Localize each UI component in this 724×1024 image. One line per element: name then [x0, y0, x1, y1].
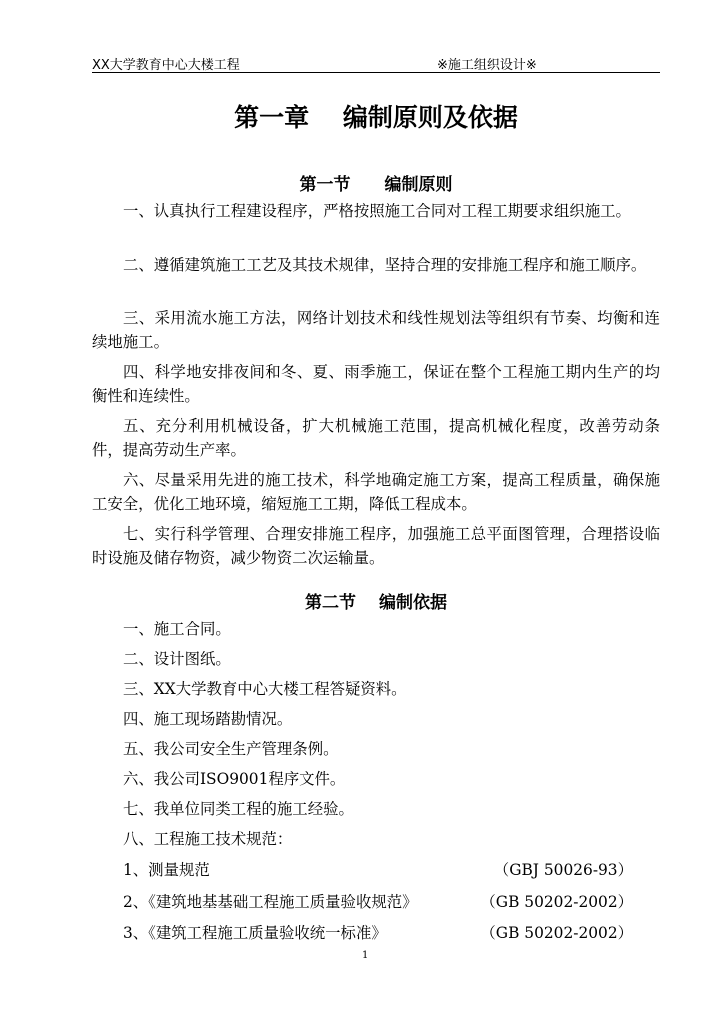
principle-paragraph: 五、充分利用机械设备，扩大机械施工范围，提高机械化程度，改善劳动条件，提高劳动生产率。: [92, 417, 660, 459]
section-title-principles: 第一节 编制原则: [299, 175, 453, 195]
principle-paragraph: 四、科学地安排夜间和冬、夏、雨季施工，保证在整个工程施工期内生产的均衡性和连续性。: [92, 363, 660, 405]
standard-code: （GB 50202-2002）: [480, 893, 633, 911]
header-project-name: XX大学教育中心大楼工程: [92, 58, 240, 73]
chapter-title: 第一章 编制原则及依据: [234, 103, 518, 132]
page-header: [92, 54, 660, 73]
basis-list-item: 二、设计图纸。: [123, 650, 231, 668]
basis-list-item: 四、施工现场踏勘情况。: [123, 710, 293, 728]
standard-row: [123, 890, 633, 914]
standard-row: [123, 921, 633, 945]
principle-paragraph: 一、认真执行工程建设程序，严格按照施工合同对工程工期要求组织施工。: [123, 202, 631, 220]
principle-paragraph: 七、实行科学管理、合理安排施工程序，加强施工总平面图管理，合理搭设临时设施及储存物资，减少物资二次运输量。: [92, 525, 660, 567]
principle-paragraph: 六、尽量采用先进的施工技术，科学地确定施工方案，提高工程质量，确保施工安全，优化工地环境，缩短施工工期，降低工程成本。: [92, 471, 660, 513]
standard-code: （GB 50202-2002）: [480, 924, 633, 942]
basis-list-item: 三、XX大学教育中心大楼工程答疑资料。: [123, 680, 407, 698]
standard-name: 2、《建筑地基基础工程施工质量验收规范》: [123, 893, 418, 911]
principle-paragraph: 三、采用流水施工方法，网络计划技术和线性规划法等组织有节奏、均衡和连续地施工。: [92, 309, 660, 351]
principle-paragraph: 二、遵循建筑施工工艺及其技术规律，坚持合理的安排施工程序和施工顺序。: [123, 256, 647, 274]
standard-name: 1、测量规范: [123, 861, 210, 879]
basis-list-item: 一、施工合同。: [123, 620, 231, 638]
basis-list-item: 七、我单位同类工程的施工经验。: [123, 800, 354, 818]
basis-list-item: 六、我公司ISO9001程序文件。: [123, 770, 346, 788]
page-number: 1: [362, 950, 369, 961]
basis-list-item: 五、我公司安全生产管理条例。: [123, 740, 339, 758]
standard-row: [123, 858, 633, 882]
standard-name: 3、《建筑工程施工质量验收统一标准》: [123, 924, 387, 942]
standard-code: （GBJ 50026-93）: [493, 861, 633, 879]
basis-list-item: 八、工程施工技术规范：: [123, 830, 293, 848]
section-title-basis: 第二节 编制依据: [305, 593, 447, 613]
header-document-type: ※施工组织设计※: [437, 58, 537, 73]
